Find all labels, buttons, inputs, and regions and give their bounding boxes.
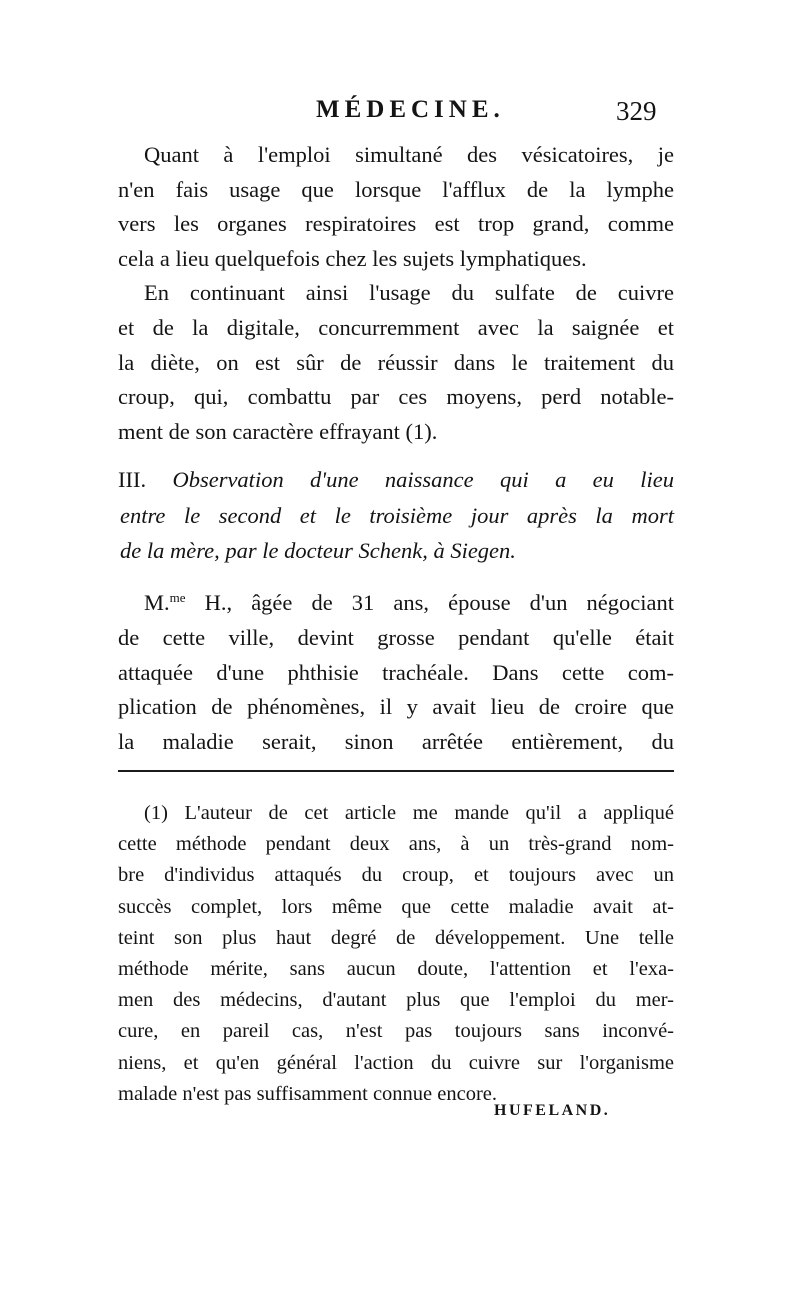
- footnote-line: cette méthode pendant deux ans, à un très-grand nom-: [118, 833, 674, 856]
- main-text-block: [118, 138, 674, 449]
- observation-text-block: [118, 586, 674, 760]
- footnote-line: cure, en pareil cas, n'est pas toujours sans inconvé-: [118, 1020, 674, 1043]
- footnote-line: men des médecins, d'autant plus que l'emploi du mer-: [118, 989, 674, 1012]
- footnote-signature: HUFELAND.: [494, 1102, 611, 1119]
- text-line: Quant à l'emploi simultané des vésicatoires, je: [144, 142, 674, 167]
- page-number: 329: [616, 96, 657, 126]
- footnote-line: méthode mérite, sans aucun doute, l'attention et l'exa-: [118, 958, 674, 981]
- text-line: de cette ville, devint grosse pendant qu'elle était: [118, 624, 674, 650]
- page-header: [0, 96, 800, 136]
- section-heading: [118, 462, 674, 569]
- text-line-rest: H., âgée de 31 ans, épouse d'un négociant: [185, 590, 674, 615]
- footnote-line: teint son plus haut degré de développement. Une telle: [118, 926, 674, 949]
- footnote-divider: [118, 770, 674, 772]
- text-line: croup, qui, combattu par ces moyens, perd notable-: [118, 384, 674, 410]
- text-line: ment de son caractère effrayant (1).: [118, 418, 438, 444]
- text-line: En continuant ainsi l'usage du sulfate de cuivre: [144, 280, 674, 306]
- section-title-line: entre le second et le troisième jour après la mort: [120, 502, 674, 528]
- text-line: la maladie serait, sinon arrêtée entièrement, du: [118, 729, 674, 755]
- abbreviation: M.: [144, 590, 170, 615]
- text-line: n'en fais usage que lorsque l'afflux de la lymphe: [118, 176, 674, 202]
- footnote-line: bre d'individus attaqués du croup, et toujours avec un: [118, 864, 674, 887]
- abbreviation-superscript: me: [169, 590, 186, 605]
- section-title-text: Observation d'une naissance qui a eu lieu: [172, 467, 675, 492]
- running-title: MÉDECINE.: [316, 96, 505, 123]
- section-number: III.: [118, 467, 147, 492]
- text-line: et de la digitale, concurremment avec la saignée et: [118, 314, 674, 340]
- text-line: vers les organes respiratoires est trop grand, comme: [118, 211, 674, 237]
- text-line: attaquée d'une phthisie trachéale. Dans cette com-: [118, 659, 674, 685]
- footnote-line: succès complet, lors même que cette maladie avait at-: [118, 895, 674, 918]
- text-line: cela a lieu quelquefois chez les sujets lymphatiques.: [118, 245, 587, 271]
- footnote-line: (1) L'auteur de cet article me mande qu'il a appliqué: [144, 802, 674, 824]
- footnote-block: [118, 798, 674, 1110]
- footnote-line: niens, et qu'en général l'action du cuivre sur l'organisme: [118, 1051, 674, 1074]
- section-title-line: [118, 462, 674, 498]
- text-line: la diète, on est sûr de réussir dans le traitement du: [118, 349, 674, 375]
- footnote-line: malade n'est pas suffisamment connue encore.: [118, 1082, 498, 1105]
- text-line: [118, 586, 674, 621]
- text-line: plication de phénomènes, il y avait lieu de croire que: [118, 694, 674, 720]
- section-title-line: de la mère, par le docteur Schenk, à Siegen.: [120, 538, 516, 563]
